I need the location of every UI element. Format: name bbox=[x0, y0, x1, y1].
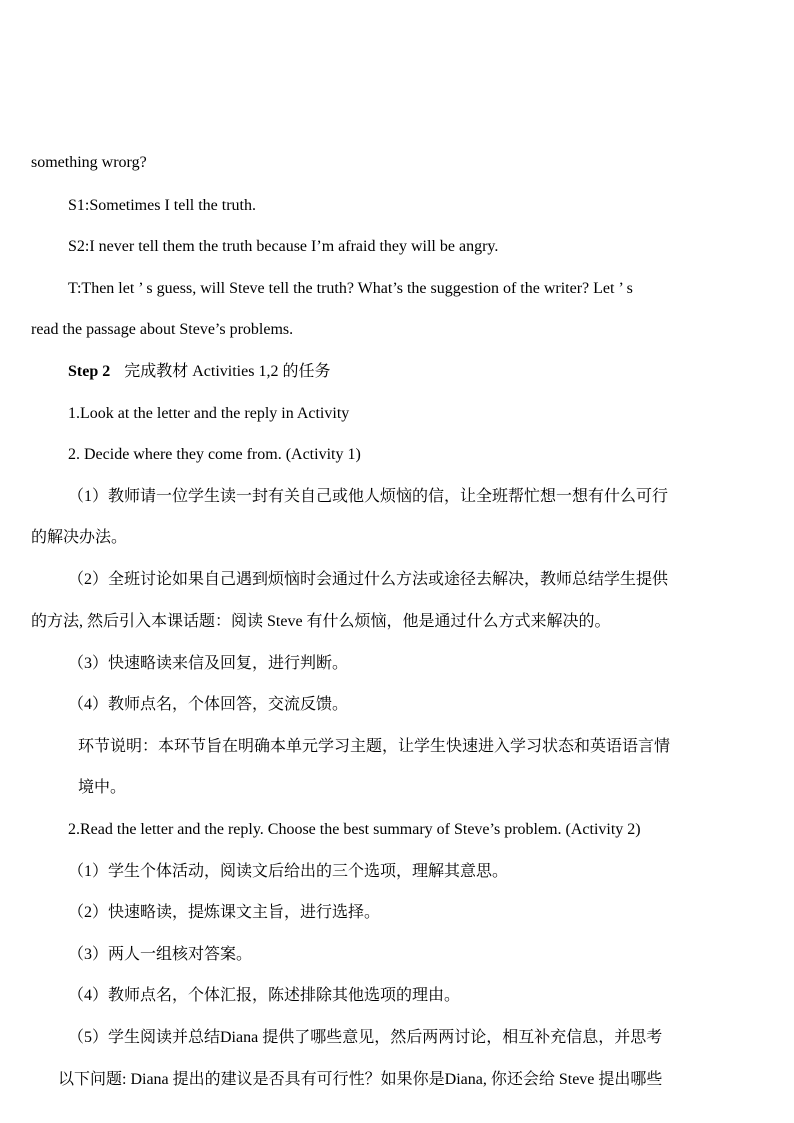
paragraph-line: 环节说明：本环节旨在明确本单元学习主题，让学生快速进入学习状态和英语语言情 bbox=[78, 738, 671, 755]
paragraph-line: （1）教师请一位学生读一封有关自己或他人烦恼的信，让全班帮忙想一想有什么可行 bbox=[68, 488, 669, 505]
paragraph-line: （2）快速略读，提炼课文主旨，进行选择。 bbox=[68, 904, 381, 921]
paragraph-line: S1:Sometimes I tell the truth. bbox=[68, 197, 256, 214]
paragraph-line: 的方法, 然后引入本课话题：阅读 Steve 有什么烦恼，他是通过什么方式来解决的。 bbox=[31, 613, 611, 630]
paragraph-line: （2）全班讨论如果自己遇到烦恼时会通过什么方法或途径去解决，教师总结学生提供 bbox=[68, 571, 669, 588]
paragraph-line: 以下问题: Diana 提出的建议是否具有可行性？如果你是Diana, 你还会给 Steve 提出哪些 bbox=[58, 1071, 663, 1088]
paragraph-line: 境中。 bbox=[78, 779, 127, 796]
paragraph-line: （5）学生阅读并总结Diana 提供了哪些意见，然后两两讨论，相互补充信息，并思考 bbox=[68, 1029, 663, 1046]
paragraph-line: 2.Read the letter and the reply. Choose the best summary of Steve’s problem. (Activity 2) bbox=[68, 821, 641, 838]
paragraph-line: 的解决办法。 bbox=[31, 529, 128, 546]
paragraph-line: （3）两人一组核对答案。 bbox=[68, 946, 253, 963]
paragraph-line: 1.Look at the letter and the reply in Activity bbox=[68, 405, 350, 422]
paragraph-line: read the passage about Steve’s problems. bbox=[31, 321, 294, 338]
paragraph-line: T:Then let ’ s guess, will Steve tell the truth? What’s the suggestion of the writer? Let ’ s bbox=[68, 280, 633, 297]
paragraph-line: 2. Decide where they come from. (Activity 1) bbox=[68, 446, 361, 463]
step-heading bbox=[68, 362, 330, 382]
paragraph-line: （4）教师点名，个体回答，交流反馈。 bbox=[68, 696, 349, 713]
paragraph-line: S2:I never tell them the truth because I’m afraid they will be angry. bbox=[68, 238, 499, 255]
paragraph-line: something wrorg? bbox=[31, 154, 147, 171]
step-label: Step 2 bbox=[68, 363, 111, 380]
step-text: 完成教材 Activities 1,2 的任务 bbox=[124, 363, 331, 380]
paragraph-line: （1）学生个体活动，阅读文后给出的三个选项，理解其意思。 bbox=[68, 863, 509, 880]
paragraph-line: （4）教师点名，个体汇报，陈述排除其他选项的理由。 bbox=[68, 987, 461, 1004]
paragraph-line: （3）快速略读来信及回复，进行判断。 bbox=[68, 655, 349, 672]
